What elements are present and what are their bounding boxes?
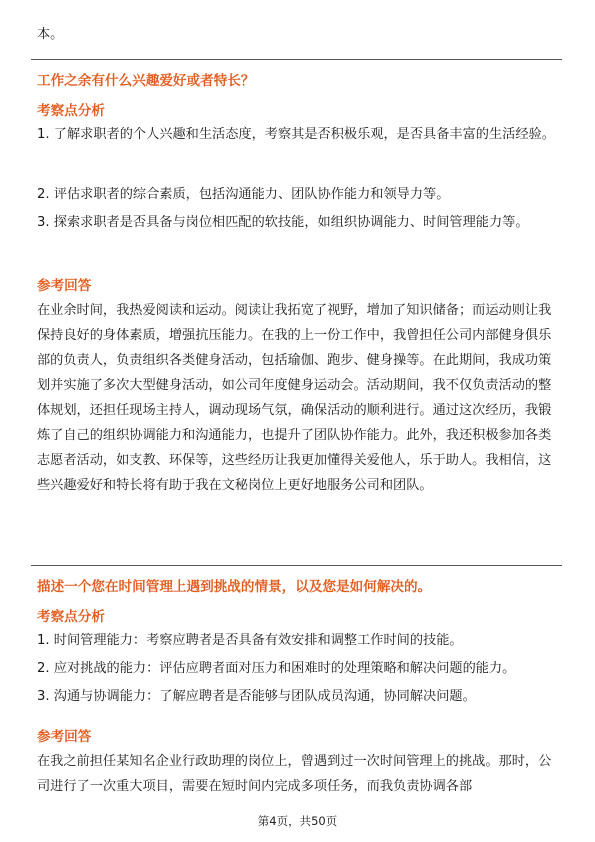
previous-answer-tail: 本。 [37,27,64,42]
analysis-item: 3. 沟通与协调能力：了解应聘者是否能够与团队成员沟通，协同解决问题。 [37,689,476,704]
analysis-item: 2. 评估求职者的综合素质，包括沟通能力、团队协作能力和领导力等。 [37,187,450,202]
page-number: 第4页，共50页 [257,814,338,828]
question-title: 工作之余有什么兴趣爱好或者特长？ [37,73,255,89]
analysis-heading: 考察点分析 [37,609,105,625]
analysis-item: 1. 时间管理能力：考察应聘者是否具备有效安排和调整工作时间的技能。 [37,633,463,648]
analysis-item: 3. 探索求职者是否具备与岗位相匹配的软技能，如组织协调能力、时间管理能力等。 [37,215,529,230]
answer-text: 在业余时间，我热爱阅读和运动。阅读让我拓宽了视野，增加了知识储备；而运动则让我保持良好的身体素质，增强抗压能力。在我的上一份工作中，我曾担任公司内部健身俱乐部的负责人，负责组织各类健身活动，包括瑜伽、跑步、健身操等。在此期间，我成功策划并实施了多次大型健身活动，如公司年度健身运动会。活动期间，我不仅负责活动的整体规划，还担任现场主持人，调动现场气氛，确保活动的顺利进行。通过这次经历，我锻炼了自己的组织协调能力和沟通能力，也提升了团队协作能力。此外，我还积极参加各类志愿者活动，如支教、环保等，这些经历让我更加懂得关爱他人，乐于助人。我相信，这些兴趣爱好和特长将有助于我在文秘岗位上更好地服务公司和团队。 [37,303,552,493]
analysis-item: 1. 了解求职者的个人兴趣和生活态度，考察其是否积极乐观，是否具备丰富的生活经验。 [37,127,555,142]
question-title: 描述一个您在时间管理上遇到挑战的情景，以及您是如何解决的。 [37,579,432,595]
section-divider [31,59,562,60]
answer-text: 在我之前担任某知名企业行政助理的岗位上，曾遇到过一次时间管理上的挑战。那时，公司进行了一次重大项目，需要在短时间内完成多项任务，而我负责协调各部 [37,754,552,794]
answer-heading: 参考回答 [37,729,92,745]
analysis-heading: 考察点分析 [37,103,105,119]
analysis-item: 2. 应对挑战的能力：评估应聘者面对压力和困难时的处理策略和解决问题的能力。 [37,661,516,676]
answer-heading: 参考回答 [37,278,92,294]
section-divider [31,565,562,566]
